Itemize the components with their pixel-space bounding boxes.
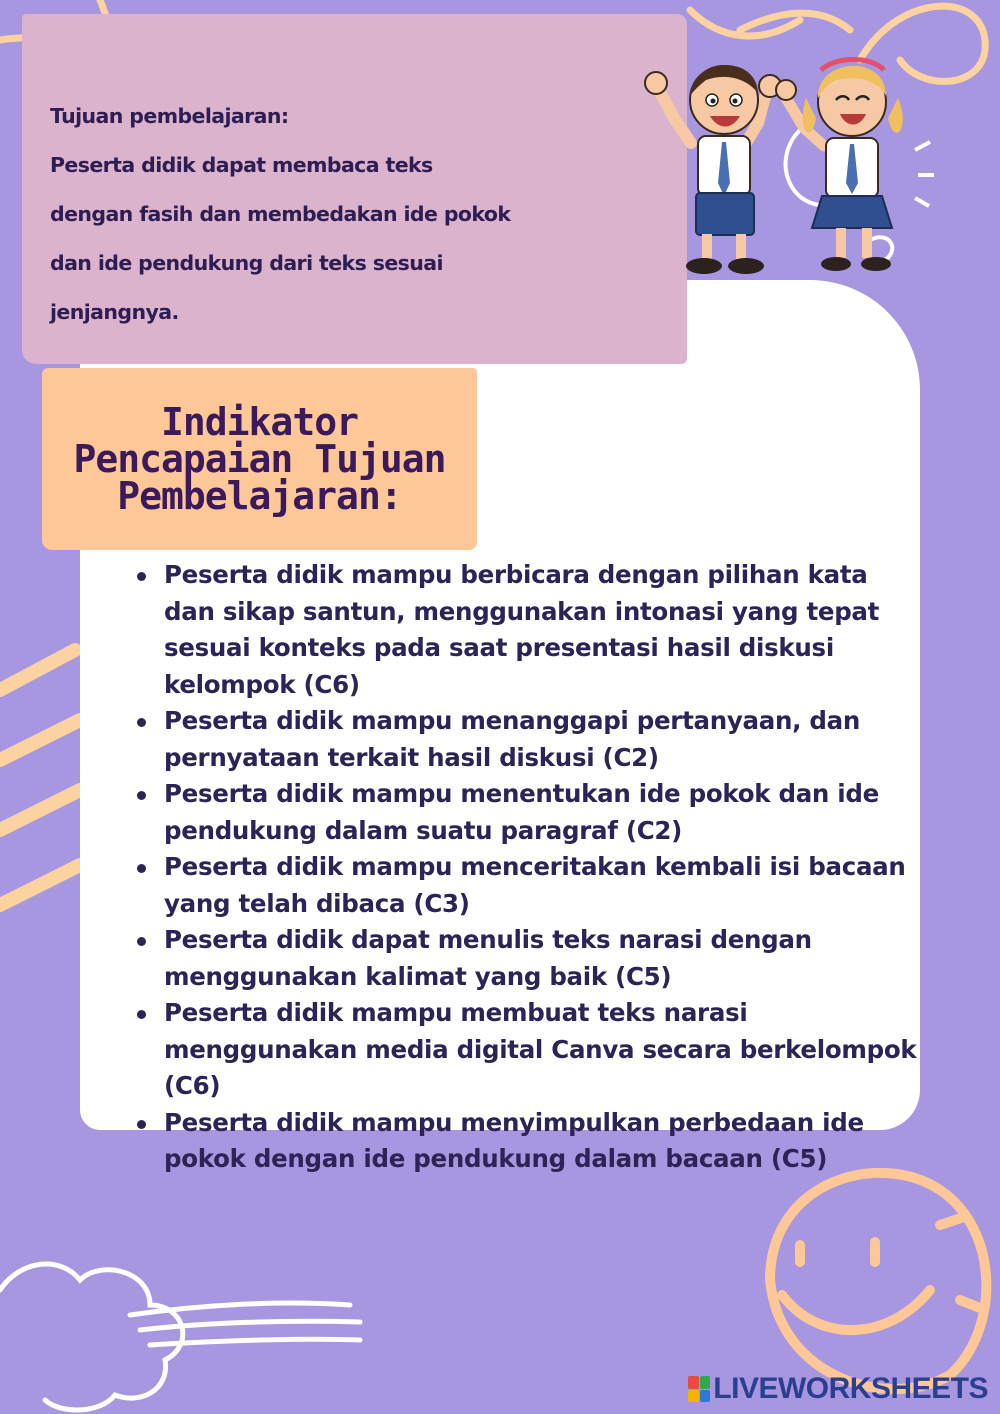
cloud-doodle xyxy=(0,1264,360,1410)
bullet-icon xyxy=(137,1010,146,1019)
liveworksheets-logo-icon xyxy=(688,1376,710,1402)
brand-text: LIVEWORKSHEETS xyxy=(713,1372,988,1405)
list-item-text: Peserta didik mampu menanggapi pertanyaan, dan pernyataan terkait hasil diskusi (C2) xyxy=(164,706,861,772)
bullet-icon xyxy=(137,791,146,800)
indicator-title: Indikator Pencapaian Tujuan Pembelajaran: xyxy=(73,399,446,518)
list-item xyxy=(164,995,924,1105)
left-stripes xyxy=(0,650,80,905)
list-item xyxy=(164,849,924,922)
bullet-icon xyxy=(137,864,146,873)
bullet-icon xyxy=(137,572,146,581)
list-item-text: Peserta didik mampu membuat teks narasi menggunakan media digital Canva secara berkelompok (C6) xyxy=(164,998,917,1100)
list-item-text: Peserta didik mampu menyimpulkan perbedaan ide pokok dengan ide pendukung dalam bacaan (C5) xyxy=(164,1107,864,1173)
smiley-face-doodle xyxy=(770,1173,986,1389)
list-item xyxy=(164,922,924,995)
list-item-text: Peserta didik mampu menentukan ide pokok dan ide pendukung dalam suatu paragraf (C2) xyxy=(164,779,879,845)
indicator-title-box xyxy=(42,368,477,550)
list-item-text: Peserta didik dapat menulis teks narasi dengan menggunakan kalimat yang baik (C5) xyxy=(164,925,812,991)
list-item xyxy=(164,703,924,776)
indicator-list xyxy=(128,557,924,1178)
girl-figure xyxy=(776,60,903,272)
list-item-text: Peserta didik mampu menceritakan kembali isi bacaan yang telah dibaca (C3) xyxy=(164,852,906,918)
students-illustration xyxy=(636,48,926,280)
bullet-icon xyxy=(137,1120,146,1129)
list-item xyxy=(164,1105,924,1178)
learning-goal-box xyxy=(22,14,687,364)
learning-goal-text: Tujuan pembelajaran: Peserta didik dapat membaca teks dengan fasih dan membedakan ide pokok dan ide pendukung dari teks sesuai jenjangnya. xyxy=(50,104,511,324)
list-item-text: Peserta didik mampu berbicara dengan pilihan kata dan sikap santun, menggunakan intonasi yang tepat sesuai konteks pada saat presentasi hasil diskusi kelompok (C6) xyxy=(164,560,880,699)
list-item xyxy=(164,557,924,703)
list-item xyxy=(164,776,924,849)
boy-figure xyxy=(645,65,781,274)
bullet-icon xyxy=(137,718,146,727)
bullet-icon xyxy=(137,937,146,946)
liveworksheets-brand[interactable] xyxy=(688,1372,988,1406)
